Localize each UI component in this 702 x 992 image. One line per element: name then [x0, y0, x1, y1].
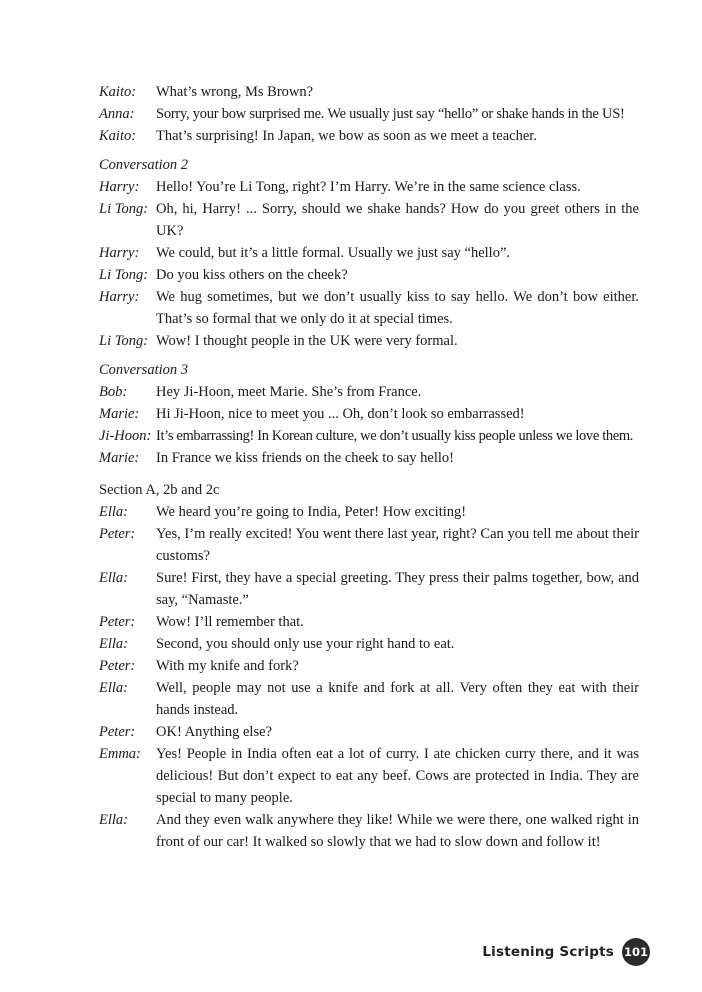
speaker-name: Emma:	[99, 746, 141, 762]
speech-text: Well, people may not use a knife and fork at all. Very often they eat with their hands instead.	[156, 680, 639, 718]
speaker-name: Ella:	[99, 570, 128, 586]
speech-text: Hey Ji-Hoon, meet Marie. She’s from France.	[156, 384, 422, 400]
dialogue-line	[99, 198, 639, 242]
speaker-name: Ji-Hoon:	[99, 428, 152, 444]
speaker-name: Kaito:	[99, 84, 137, 100]
speech-text: We hug sometimes, but we don’t usually kiss to say hello. We don’t bow either. That’s so formal that we only do it at special times.	[156, 289, 639, 327]
conversation-3-heading: Conversation 3	[99, 362, 189, 378]
speaker-name: Harry:	[99, 245, 140, 261]
speaker-name: Peter:	[99, 526, 136, 542]
dialogue-line	[99, 242, 639, 264]
section-a-2b-2c	[99, 479, 639, 853]
dialogue-line	[99, 633, 639, 655]
speech-text: Oh, hi, Harry! ... Sorry, should we shake hands? How do you greet others in the UK?	[156, 201, 639, 239]
speaker-name: Kaito:	[99, 128, 137, 144]
dialogue-line	[99, 501, 639, 523]
speech-text: And they even walk anywhere they like! While we were there, one walked right in front of our car! It walked so slowly that we had to slow down and follow it!	[156, 812, 639, 850]
dialogue-line	[99, 447, 639, 469]
speech-text: What’s wrong, Ms Brown?	[156, 84, 314, 100]
speaker-name: Anna:	[99, 106, 135, 122]
speaker-name: Harry:	[99, 289, 140, 305]
dialogue-line	[99, 125, 639, 147]
dialogue-line	[99, 677, 639, 721]
section-heading: Section A, 2b and 2c	[99, 482, 220, 498]
speaker-name: Peter:	[99, 658, 136, 674]
dialogue-line	[99, 103, 639, 125]
conversation-2-heading: Conversation 2	[99, 157, 189, 173]
speech-text: Do you kiss others on the cheek?	[156, 267, 348, 283]
speaker-name: Marie:	[99, 406, 140, 422]
speech-text: Yes, I’m really excited! You went there last year, right? Can you tell me about their customs?	[156, 526, 639, 564]
speech-text: We could, but it’s a little formal. Usually we just say “hello”.	[156, 245, 511, 261]
speech-text: Hello! You’re Li Tong, right? I’m Harry. We’re in the same science class.	[156, 179, 581, 195]
footer-label: Listening Scripts	[482, 944, 614, 960]
conversation-3	[99, 359, 639, 469]
speaker-name: Bob:	[99, 384, 128, 400]
speech-text: Wow! I’ll remember that.	[156, 614, 304, 630]
dialogue-line	[99, 425, 639, 447]
dialogue-line	[99, 523, 639, 567]
dialogue-line	[99, 809, 639, 853]
speaker-name: Peter:	[99, 724, 136, 740]
speaker-name: Li Tong:	[99, 333, 149, 349]
speech-text: It’s embarrassing! In Korean culture, we don’t usually kiss people unless we love them.	[156, 428, 634, 444]
speaker-name: Ella:	[99, 812, 128, 828]
dialogue-line	[99, 330, 639, 352]
speech-text: That’s surprising! In Japan, we bow as soon as we meet a teacher.	[156, 128, 537, 144]
conversation-1-tail	[99, 81, 639, 147]
dialogue-line	[99, 286, 639, 330]
speech-text: OK! Anything else?	[156, 724, 272, 740]
speech-text: With my knife and fork?	[156, 658, 299, 674]
dialogue-line	[99, 655, 639, 677]
conversation-2	[99, 154, 639, 352]
speaker-name: Peter:	[99, 614, 136, 630]
page-number-badge: 101	[622, 938, 650, 966]
dialogue-line	[99, 264, 639, 286]
speaker-name: Marie:	[99, 450, 140, 466]
speech-text: Second, you should only use your right hand to eat.	[156, 636, 455, 652]
speech-text: Hi Ji-Hoon, nice to meet you ... Oh, don’t look so embarrassed!	[156, 406, 525, 422]
speech-text: We heard you’re going to India, Peter! How exciting!	[156, 504, 467, 520]
dialogue-line	[99, 81, 639, 103]
dialogue-line	[99, 403, 639, 425]
dialogue-line	[99, 567, 639, 611]
speaker-name: Harry:	[99, 179, 140, 195]
dialogue-line	[99, 721, 639, 743]
speech-text: Yes! People in India often eat a lot of curry. I ate chicken curry there, and it was delicious! But don’t expect to eat any beef. Cows are protected in India. They are special to many people.	[156, 746, 639, 806]
speaker-name: Ella:	[99, 636, 128, 652]
dialogue-line	[99, 743, 639, 809]
speaker-name: Ella:	[99, 680, 128, 696]
speech-text: Sure! First, they have a special greeting. They press their palms together, bow, and say, “Namaste.”	[156, 570, 639, 608]
dialogue-line	[99, 611, 639, 633]
dialogue-line	[99, 176, 639, 198]
speaker-name: Li Tong:	[99, 267, 149, 283]
speaker-name: Ella:	[99, 504, 128, 520]
speech-text: Sorry, your bow surprised me. We usually just say “hello” or shake hands in the US!	[156, 106, 625, 122]
speaker-name: Li Tong:	[99, 201, 149, 217]
page-footer	[482, 938, 650, 966]
dialogue-line	[99, 381, 639, 403]
speech-text: Wow! I thought people in the UK were very formal.	[156, 333, 458, 349]
speech-text: In France we kiss friends on the cheek to say hello!	[156, 450, 454, 466]
